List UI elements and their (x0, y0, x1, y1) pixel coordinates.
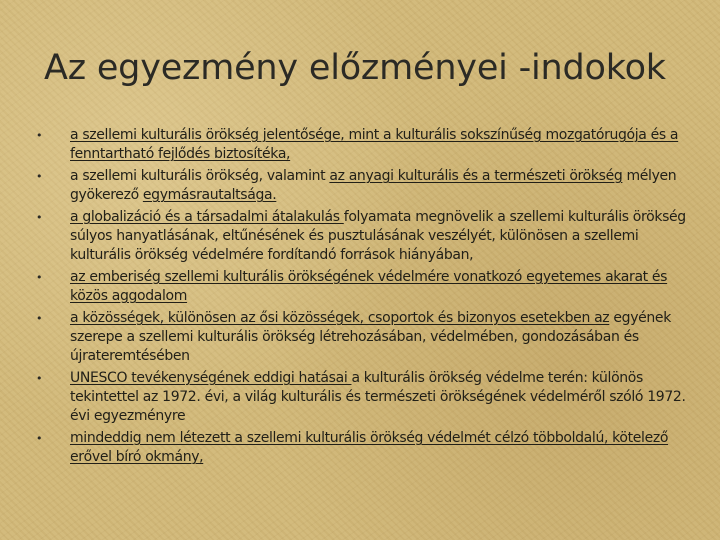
bullet-item (36, 369, 686, 426)
underlined-text: UNESCO tevékenységének eddigi hatásai (70, 370, 352, 386)
bullet-dot: • (36, 432, 43, 445)
underlined-text: mindeddig nem létezett a szellemi kulturális örökség védelmét célzó többoldalú, kötelező erővel bíró okmány, (70, 430, 669, 465)
underlined-text: az anyagi kulturális és a természeti örökség (329, 168, 623, 184)
bullet-dot: • (36, 312, 43, 325)
underlined-text: a közösségek, különösen az ősi közösségek, csoportok és bizonyos esetekben az (70, 310, 610, 326)
bullet-item (36, 268, 686, 306)
bullet-item (36, 429, 686, 467)
bullet-dot: • (36, 170, 43, 183)
bullet-item (36, 208, 686, 265)
bullet-text: a szellemi kulturális örökség, valamint (70, 168, 330, 184)
bullet-text: folyamata megnövelik a szellemi kulturális örökség súlyos hanyatlásának, eltűnésének és pusztulásának veszélyét, különösen a szellemi kulturális örökség védelmére fordítandó források hiányában, (70, 209, 686, 263)
bullet-text: mélyen gyökerező (70, 168, 677, 203)
bullet-dot: • (36, 271, 43, 284)
underlined-text: a szellemi kulturális örökség jelentősége, mint a kulturális sokszínűség mozgatórugója és a fenntartható fejlődés biztosítéka, (70, 127, 679, 162)
bullet-text: egyének szerepe a szellemi kulturális örökség létrehozásában, védelmében, gondozásában és újrateremtésében (70, 310, 671, 364)
bullet-item (36, 126, 686, 164)
underlined-text: a globalizáció és a társadalmi átalakulás (70, 209, 344, 225)
bullet-item (36, 167, 686, 205)
bullet-dot: • (36, 211, 43, 224)
slide-title: Az egyezmény előzményei -indokok (44, 48, 666, 88)
bullet-item (36, 309, 686, 366)
underlined-text: egymásrautaltsága. (142, 187, 277, 203)
underlined-text: az emberiség szellemi kulturális örökségének védelmére vonatkozó egyetemes akarat és közös aggodalom (70, 269, 668, 304)
bullet-text: a kulturális örökség védelme terén: különös tekintettel az 1972. évi, a világ kulturális és természeti örökségének védelméről szóló 1972. évi egyezményre (70, 370, 686, 424)
bullet-dot: • (36, 372, 43, 385)
bullet-list (36, 126, 686, 470)
bullet-dot: • (36, 129, 43, 142)
